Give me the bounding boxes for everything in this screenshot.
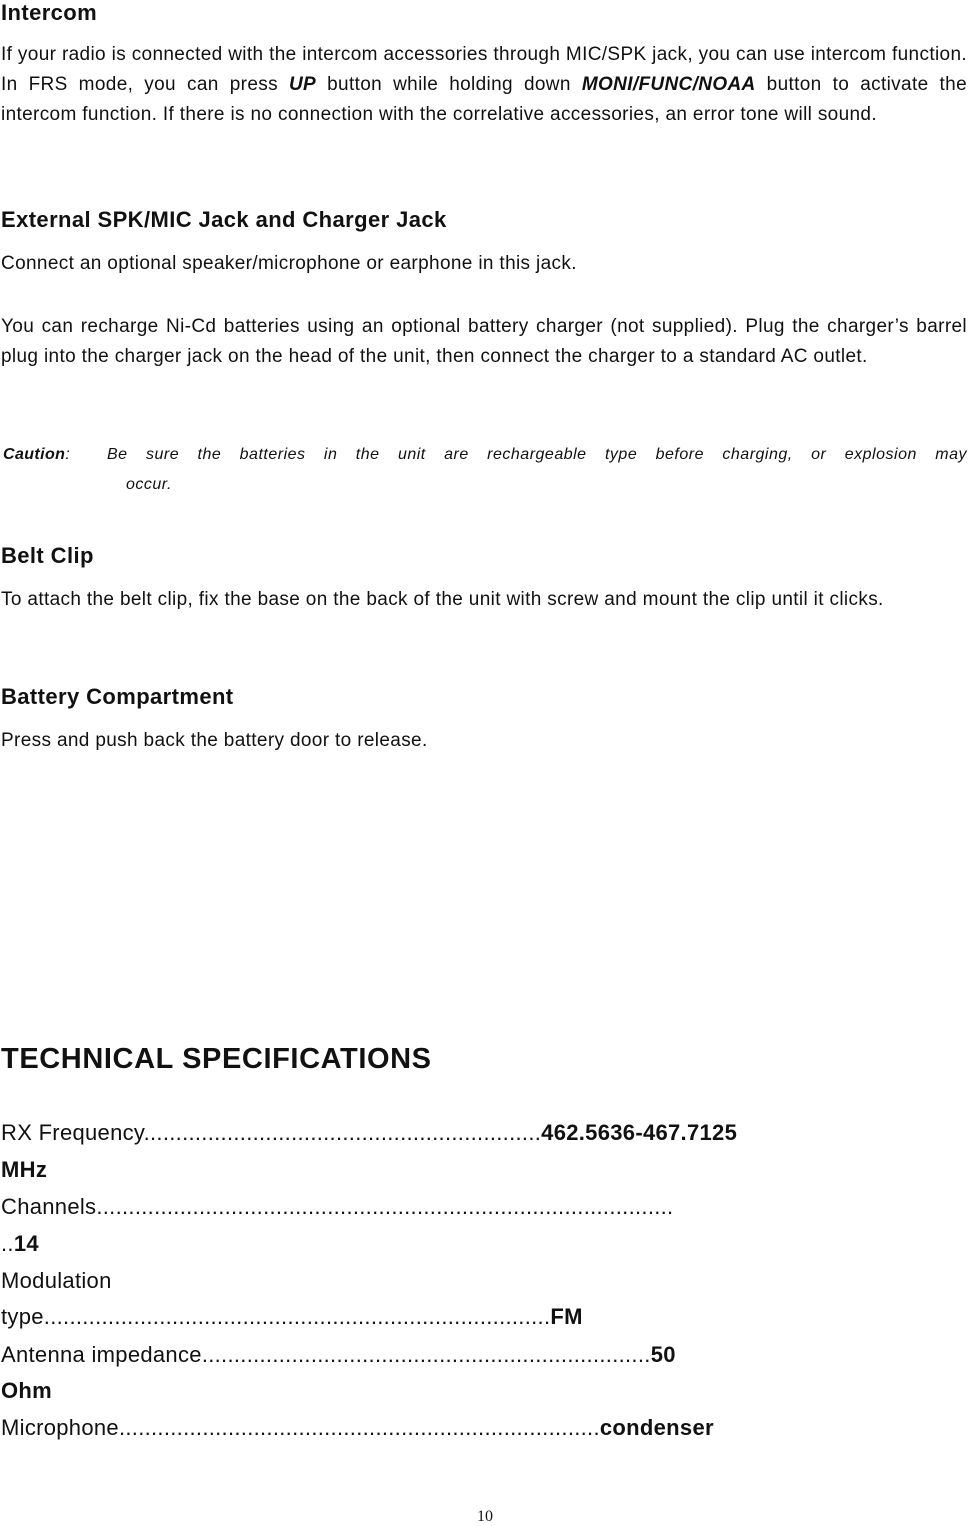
intercom-heading: Intercom: [1, 0, 98, 25]
caution-label: Caution: [3, 446, 66, 463]
spec-microphone-label: Microphone: [1, 1415, 119, 1440]
intercom-text-1: If your radio is connected with the intercom accessories through MIC/SPK jack, you can use intercom function. In FRS mode, you can press: [1, 44, 967, 95]
tech-spec-title: TECHNICAL SPECIFICATIONS: [1, 1043, 432, 1075]
spec-channels-dots: ..........................................................................................: [96, 1194, 674, 1219]
spec-microphone-value: condenser: [599, 1415, 714, 1440]
spec-modulation-dots: ...............................................................................: [43, 1304, 551, 1329]
intercom-text-3: button to activate the intercom function. If there is no connection with the correlative accessories, an error tone will sound.: [1, 74, 967, 125]
spec-antenna-value: 50: [650, 1342, 676, 1367]
jack-paragraph-1: Connect an optional speaker/microphone or earphone in this jack.: [1, 253, 577, 274]
spec-channels-value: 14: [13, 1231, 39, 1256]
intercom-paragraph: [1, 40, 967, 130]
spec-modulation-type-label: type: [1, 1304, 44, 1329]
spec-modulation-value: FM: [550, 1304, 583, 1329]
spec-modulation-label: Modulation: [1, 1268, 112, 1293]
belt-clip-paragraph: To attach the belt clip, fix the base on the back of the unit with screw and mount the clip until it clicks.: [1, 589, 884, 610]
moni-button-label: MONI/FUNC/NOAA: [581, 74, 756, 95]
belt-clip-heading: Belt Clip: [1, 543, 94, 568]
spec-channels-value-line: [1, 1231, 39, 1257]
caution-line-1: [3, 441, 70, 469]
spec-channels: [1, 1194, 673, 1220]
page-number: 10: [477, 1508, 493, 1525]
caution-text-2: occur.: [126, 476, 172, 493]
spec-microphone: [1, 1415, 714, 1441]
intercom-text-2: button while holding down: [316, 74, 582, 95]
battery-paragraph: Press and push back the battery door to release.: [1, 730, 428, 751]
spec-microphone-dots: ...........................................................................: [118, 1415, 600, 1440]
spec-channels-dots-2: ..: [1, 1231, 14, 1256]
jack-heading: External SPK/MIC Jack and Charger Jack: [1, 207, 447, 232]
spec-modulation: [1, 1304, 583, 1330]
battery-heading: Battery Compartment: [1, 684, 234, 709]
spec-antenna-unit: Ohm: [1, 1378, 53, 1403]
spec-rx-unit: MHz: [1, 1157, 48, 1182]
spec-rx-frequency: [1, 1120, 737, 1146]
spec-antenna-label: Antenna impedance: [1, 1342, 202, 1367]
spec-channels-label: Channels: [1, 1194, 97, 1219]
up-button-label: UP: [288, 74, 317, 95]
spec-antenna: [1, 1342, 676, 1368]
spec-rx-label: RX Frequency: [1, 1120, 144, 1145]
spec-rx-unit-line: [1, 1157, 47, 1183]
spec-modulation-label-line: [1, 1268, 112, 1294]
spec-antenna-dots: ......................................................................: [201, 1342, 651, 1367]
caution-colon: :: [65, 446, 71, 463]
jack-paragraph-2: You can recharge Ni-Cd batteries using an optional battery charger (not supplied). Plug the charger’s barrel plug into the charger jack on the head of the unit, then connect the charger to a standard AC outlet.: [1, 316, 967, 367]
caution-text-1: Be sure the batteries in the unit are rechargeable type before charging, or explosion may: [107, 446, 967, 463]
spec-antenna-unit-line: [1, 1378, 52, 1404]
spec-rx-value: 462.5636-467.7125: [541, 1120, 738, 1145]
spec-rx-dots: ..............................................................: [143, 1120, 542, 1145]
